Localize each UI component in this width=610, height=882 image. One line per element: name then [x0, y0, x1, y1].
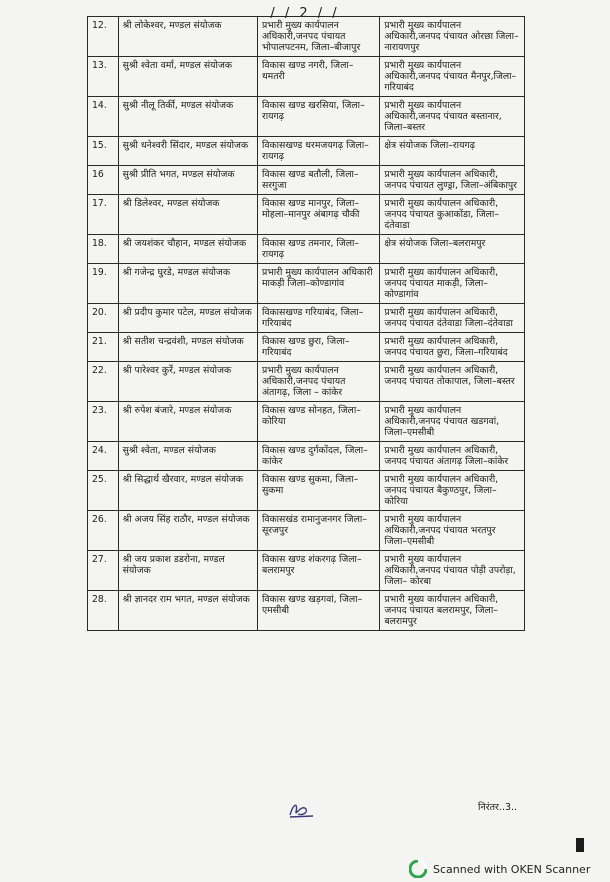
table-row	[88, 362, 525, 402]
table-row	[88, 511, 525, 551]
officer-name: श्री सिद्धार्थ खैरवार, मण्डल संयोजक	[118, 471, 257, 511]
current-posting: विकास खण्ड मानपुर, जिला–मोहला–मानपुर अंबागढ़ चौकी	[257, 195, 379, 235]
current-posting: प्रभारी मुख्य कार्यपालन अधिकारी,जनपद पंचायत भोपालपटनम, जिला–बीजापुर	[257, 17, 379, 57]
current-posting: विकासखंड रामानुजनगर जिला– सूरजपुर	[257, 511, 379, 551]
table-row	[88, 57, 525, 97]
current-posting: विकास खण्ड खरसिया, जिला–रायगढ़	[257, 97, 379, 137]
row-number: 15.	[88, 137, 119, 166]
table-body	[88, 17, 525, 631]
officer-name: श्री डिलेश्वर, मण्डल संयोजक	[118, 195, 257, 235]
officer-name: श्री पारेश्वर कुर्रे, मण्डल संयोजक	[118, 362, 257, 402]
row-number: 25.	[88, 471, 119, 511]
new-posting: प्रभारी मुख्य कार्यपालन अधिकारी, जनपद पंचायत माकड़ी, जिला–कोण्डागांव	[380, 264, 525, 304]
new-posting: प्रभारी मुख्य कार्यपालन अधिकारी, जनपद पंचायत बैकुण्ठपुर, जिला–कोरिया	[380, 471, 525, 511]
row-number: 26.	[88, 511, 119, 551]
page-number: / / 2 / /	[270, 6, 340, 21]
officer-name: श्री सतीश चन्द्रवंशी, मण्डल संयोजक	[118, 333, 257, 362]
current-posting: विकास खण्ड दुर्गकोंदल, जिला–कांकेर	[257, 442, 379, 471]
table-row	[88, 17, 525, 57]
table-row	[88, 551, 525, 591]
current-posting: विकास खण्ड शंकरगढ़ जिला– बलरामपुर	[257, 551, 379, 591]
row-number: 23.	[88, 402, 119, 442]
table-row	[88, 333, 525, 362]
officer-name: श्री जय प्रकाश डडरोना, मण्डल संयोजक	[118, 551, 257, 591]
transfer-table	[87, 16, 525, 631]
row-number: 27.	[88, 551, 119, 591]
table-row	[88, 402, 525, 442]
current-posting: विकासखण्ड गरियाबंद, जिला–गरियाबंद	[257, 304, 379, 333]
row-number: 19.	[88, 264, 119, 304]
table-row	[88, 442, 525, 471]
current-posting: विकासखण्ड धरमजयगढ़ जिला–रायगढ़	[257, 137, 379, 166]
new-posting: प्रभारी मुख्य कार्यपालन अधिकारी,जनपद पंचायत बस्तानार, जिला–बस्तर	[380, 97, 525, 137]
new-posting: प्रभारी मुख्य कार्यपालन अधिकारी, जनपद पंचायत दंतेवाडा जिला–दंतेवाडा	[380, 304, 525, 333]
new-posting: क्षेत्र संयोजक जिला–बलरामपुर	[380, 235, 525, 264]
new-posting: प्रभारी मुख्य कार्यपालन अधिकारी,जनपद पंचायत मैनपुर,जिला–गरियाबंद	[380, 57, 525, 97]
officer-name: सुश्री श्वेता, मण्डल संयोजक	[118, 442, 257, 471]
officer-name: श्री प्रदीप कुमार पटेल, मण्डल संयोजक	[118, 304, 257, 333]
row-number: 18.	[88, 235, 119, 264]
table-row	[88, 471, 525, 511]
row-number: 17.	[88, 195, 119, 235]
current-posting: विकास खण्ड खड़गवां, जिला– एमसीबी	[257, 591, 379, 631]
row-number: 12.	[88, 17, 119, 57]
signature	[286, 800, 316, 824]
table-row	[88, 166, 525, 195]
current-posting: विकास खण्ड तमनार, जिला– रायगढ़	[257, 235, 379, 264]
row-number: 13.	[88, 57, 119, 97]
row-number: 21.	[88, 333, 119, 362]
new-posting: क्षेत्र संयोजक जिला–रायगढ़	[380, 137, 525, 166]
new-posting: प्रभारी मुख्य कार्यपालन अधिकारी, जनपद पंचायत तोकापाल, जिला–बस्तर	[380, 362, 525, 402]
new-posting: प्रभारी मुख्य कार्यपालन अधिकारी,जनपद पंचायत भरतपुर जिला–एमसीबी	[380, 511, 525, 551]
officer-name: सुश्री श्वेता वर्मा, मण्डल संयोजक	[118, 57, 257, 97]
current-posting: विकास खण्ड बतौली, जिला–सरगुजा	[257, 166, 379, 195]
officer-name: सुश्री प्रीति भगत, मण्डल संयोजक	[118, 166, 257, 195]
continued-note: निरंतर..3..	[478, 802, 518, 813]
row-number: 28.	[88, 591, 119, 631]
officer-name: श्री रुपेश बंजारे, मण्डल संयोजक	[118, 402, 257, 442]
officer-name: श्री ज्ञानदर राम भगत, मण्डल संयोजक	[118, 591, 257, 631]
row-number: 24.	[88, 442, 119, 471]
table-row	[88, 195, 525, 235]
officer-name: श्री जयशंकर चौहान, मण्डल संयोजक	[118, 235, 257, 264]
new-posting: प्रभारी मुख्य कार्यपालन अधिकारी, जनपद पंचायत छुरा, जिला–गरियाबंद	[380, 333, 525, 362]
row-number: 22.	[88, 362, 119, 402]
table-row	[88, 304, 525, 333]
new-posting: प्रभारी मुख्य कार्यपालन अधिकारी, जनपद पंचायत अंतागढ़ जिला–कांकेर	[380, 442, 525, 471]
new-posting: प्रभारी मुख्य कार्यपालन अधिकारी,जनपद पंचायत खडगवां, जिला–एमसीबी	[380, 402, 525, 442]
officer-name: श्री लोकेश्वर, मण्डल संयोजक	[118, 17, 257, 57]
officer-name: श्री अजय सिंह राठौर, मण्डल संयोजक	[118, 511, 257, 551]
table-row	[88, 97, 525, 137]
current-posting: विकास खण्ड छुरा, जिला–गरियाबंद	[257, 333, 379, 362]
current-posting: प्रभारी मुख्य कार्यपालन अधिकारी,जनपद पंचायत अंतागढ़, जिला – कांकेर	[257, 362, 379, 402]
table-row	[88, 591, 525, 631]
current-posting: प्रभारी मुख्य कार्यपालन अधिकारी माकड़ी जिला–कोण्डागांव	[257, 264, 379, 304]
table-row	[88, 235, 525, 264]
scan-mark	[576, 838, 584, 852]
current-posting: विकास खण्ड नगरी, जिला– धमतरी	[257, 57, 379, 97]
current-posting: विकास खण्ड सुकमा, जिला–सुकमा	[257, 471, 379, 511]
scanner-text: Scanned with OKEN Scanner	[433, 862, 591, 876]
officer-name: सुश्री धनेश्वरी सिंदार, मण्डल संयोजक	[118, 137, 257, 166]
new-posting: प्रभारी मुख्य कार्यपालन अधिकारी, जनपद पंचायत लुण्ड्रा, जिला–अंबिकापुर	[380, 166, 525, 195]
new-posting: प्रभारी मुख्य कार्यपालन अधिकारी,जनपद पंचायत ओरछा जिला–नारायणपुर	[380, 17, 525, 57]
current-posting: विकास खण्ड सोनहत, जिला– कोरिया	[257, 402, 379, 442]
scanner-watermark	[409, 860, 590, 878]
new-posting: प्रभारी मुख्य कार्यपालन अधिकारी,जनपद पंचायत पोड़ी उपरोड़ा, जिला– कोरबा	[380, 551, 525, 591]
officer-name: सुश्री नीलू तिर्की, मण्डल संयोजक	[118, 97, 257, 137]
row-number: 14.	[88, 97, 119, 137]
table-row	[88, 137, 525, 166]
officer-name: श्री गजेन्द्र घुरडे, मण्डल संयोजक	[118, 264, 257, 304]
row-number: 20.	[88, 304, 119, 333]
new-posting: प्रभारी मुख्य कार्यपालन अधिकारी, जनपद पंचायत कुआकोंडा, जिला–दंतेवाडा	[380, 195, 525, 235]
row-number: 16	[88, 166, 119, 195]
new-posting: प्रभारी मुख्य कार्यपालन अधिकारी, जनपद पंचायत बलरामपुर, जिला–बलरामपुर	[380, 591, 525, 631]
table-row	[88, 264, 525, 304]
oken-scanner-icon	[409, 860, 427, 878]
